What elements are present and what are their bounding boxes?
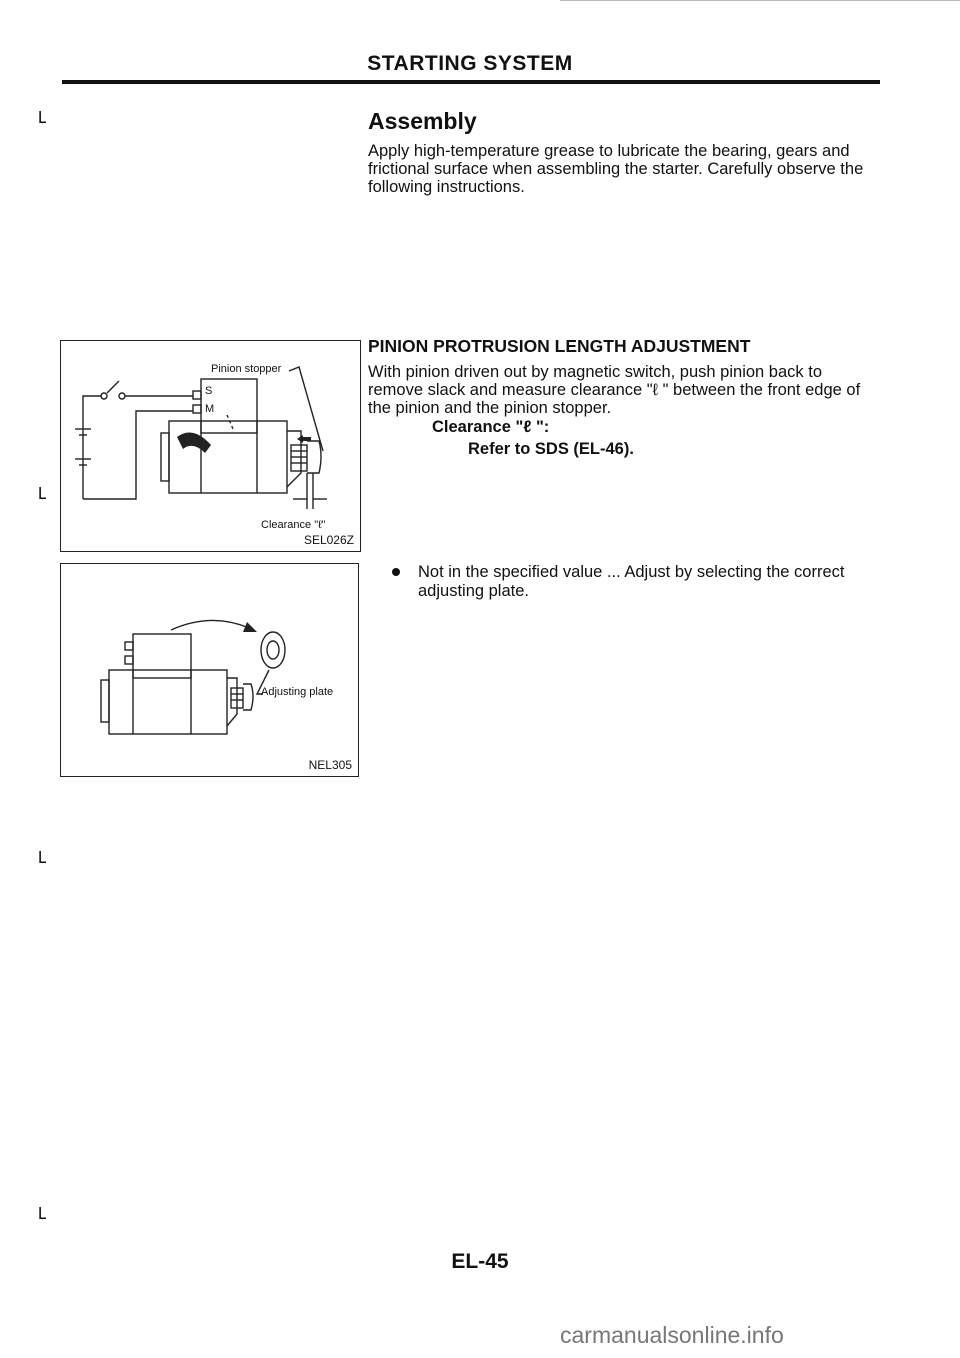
intro-paragraph: Apply high-temperature grease to lubricate the bearing, gears and frictional surface when assembling the starter. Carefully observe the following instructions. — [368, 142, 864, 196]
binding-mark: ˪ — [38, 1194, 48, 1225]
adjusting-plate-label: Adjusting plate — [261, 686, 334, 698]
subsection-title: PINION PROTRUSION LENGTH ADJUSTMENT — [368, 336, 751, 356]
binding-mark: ˪ — [38, 474, 48, 505]
figure-pinion-clearance — [60, 340, 361, 552]
bullet-note: Not in the specified value ... Adjust by selecting the correct adjusting plate. — [418, 563, 845, 600]
watermark: carmanualsonline.info — [560, 1322, 784, 1348]
header-rule — [62, 80, 880, 84]
section-title: Assembly — [368, 108, 477, 134]
clearance-spec-value: Refer to SDS (EL-46). — [468, 440, 634, 458]
top-edge-line — [560, 0, 960, 1]
terminal-s-label: S — [205, 385, 213, 397]
figure-code: NEL305 — [308, 758, 352, 772]
clearance-label: Clearance "ℓ" — [261, 519, 326, 531]
clearance-spec-label: Clearance "ℓ ": — [432, 418, 550, 436]
binding-mark: ˪ — [38, 98, 48, 129]
figure-adjusting-plate — [60, 563, 359, 777]
pinion-stopper-label: Pinion stopper — [211, 363, 282, 375]
page-header-title: STARTING SYSTEM — [367, 52, 573, 75]
bullet-icon — [392, 568, 400, 576]
procedure-paragraph: With pinion driven out by magnetic switch, push pinion back to remove slack and measure clearance "ℓ " between the front edge of the pinion and the pinion stopper. — [368, 363, 861, 417]
page-number: EL-45 — [451, 1250, 509, 1273]
binding-mark: ˪ — [38, 838, 48, 869]
figure-code: SEL026Z — [303, 533, 354, 547]
terminal-m-label: M — [205, 403, 215, 415]
starter-plate-diagram — [61, 564, 358, 776]
